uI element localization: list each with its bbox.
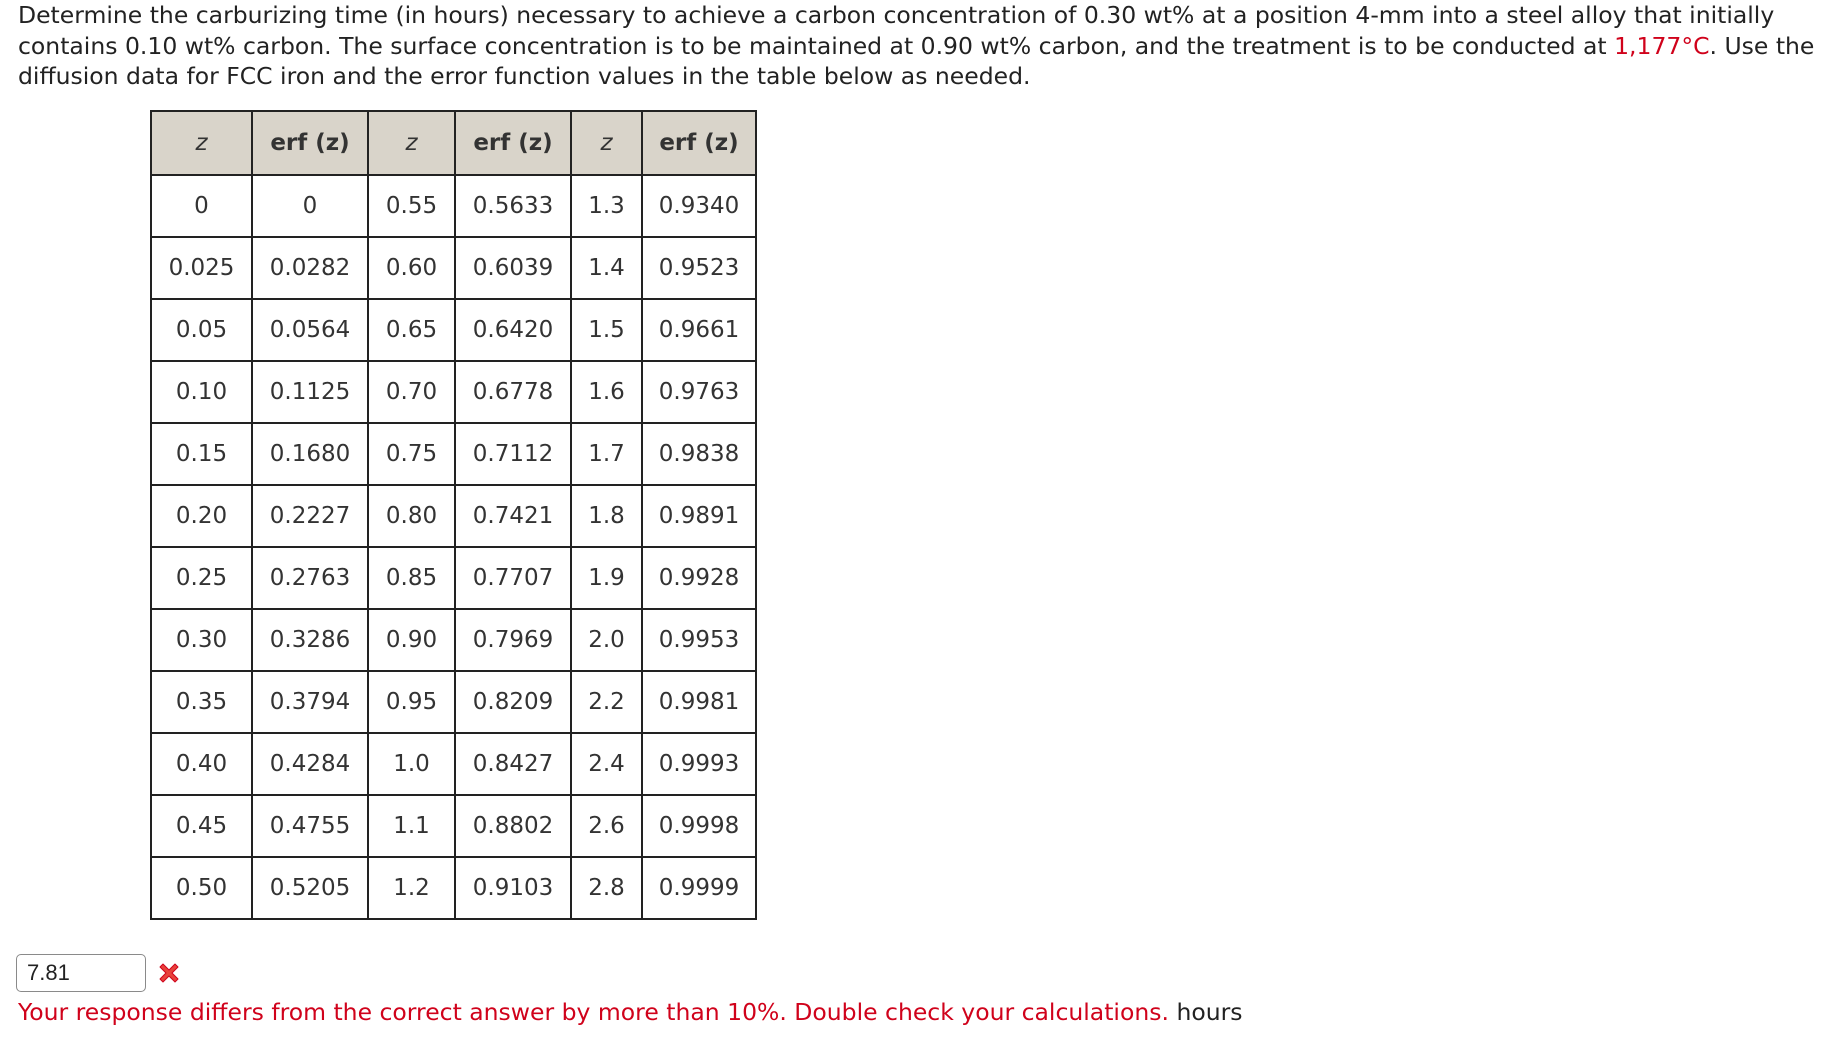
cell-erf: 0.9928 <box>642 547 756 609</box>
cell-z: 1.4 <box>571 237 642 299</box>
cell-erf: 0.9763 <box>642 361 756 423</box>
cell-erf: 0.2763 <box>252 547 368 609</box>
cell-z: 1.8 <box>571 485 642 547</box>
header-z-1: z <box>151 111 252 175</box>
cell-z: 0.80 <box>368 485 455 547</box>
table-row <box>151 237 756 299</box>
cell-erf: 0.9891 <box>642 485 756 547</box>
cell-erf: 0.8427 <box>455 733 571 795</box>
cell-erf: 0.4284 <box>252 733 368 795</box>
cell-erf: 0.6039 <box>455 237 571 299</box>
cell-erf: 0.9103 <box>455 857 571 919</box>
cell-erf: 0.6778 <box>455 361 571 423</box>
cell-z: 1.3 <box>571 175 642 237</box>
cell-erf: 0.7421 <box>455 485 571 547</box>
cell-erf: 0.9998 <box>642 795 756 857</box>
table-row <box>151 671 756 733</box>
cell-erf: 0.9340 <box>642 175 756 237</box>
cell-erf: 0.9999 <box>642 857 756 919</box>
cell-z: 0 <box>151 175 252 237</box>
cell-z: 2.2 <box>571 671 642 733</box>
table-row <box>151 795 756 857</box>
table-row <box>151 423 756 485</box>
cell-z: 0.85 <box>368 547 455 609</box>
cell-z: 0.65 <box>368 299 455 361</box>
cell-erf: 0.1125 <box>252 361 368 423</box>
cell-erf: 0.9838 <box>642 423 756 485</box>
cell-erf: 0.8209 <box>455 671 571 733</box>
cell-z: 0.75 <box>368 423 455 485</box>
cell-erf: 0.5205 <box>252 857 368 919</box>
table-row <box>151 361 756 423</box>
x-icon <box>154 958 184 988</box>
cell-erf: 0.2227 <box>252 485 368 547</box>
feedback-line <box>18 997 1243 1027</box>
cell-z: 1.2 <box>368 857 455 919</box>
cell-z: 1.1 <box>368 795 455 857</box>
cell-erf: 0 <box>252 175 368 237</box>
unit-label: hours <box>1176 998 1243 1026</box>
header-erf-1: erf (z) <box>252 111 368 175</box>
table-row <box>151 609 756 671</box>
cell-erf: 0.1680 <box>252 423 368 485</box>
error-function-table <box>150 110 757 920</box>
cell-erf: 0.7707 <box>455 547 571 609</box>
cell-z: 0.025 <box>151 237 252 299</box>
cell-erf: 0.7969 <box>455 609 571 671</box>
cell-z: 0.25 <box>151 547 252 609</box>
table-header-row <box>151 111 756 175</box>
cell-erf: 0.9993 <box>642 733 756 795</box>
cell-z: 0.95 <box>368 671 455 733</box>
cell-z: 0.50 <box>151 857 252 919</box>
table-row <box>151 485 756 547</box>
cell-z: 0.05 <box>151 299 252 361</box>
table-body <box>151 175 756 919</box>
cell-erf: 0.9981 <box>642 671 756 733</box>
cell-erf: 0.7112 <box>455 423 571 485</box>
cell-z: 0.70 <box>368 361 455 423</box>
cell-erf: 0.9661 <box>642 299 756 361</box>
cell-z: 1.0 <box>368 733 455 795</box>
cell-erf: 0.4755 <box>252 795 368 857</box>
table-row <box>151 299 756 361</box>
cell-erf: 0.6420 <box>455 299 571 361</box>
cell-z: 1.7 <box>571 423 642 485</box>
cell-erf: 0.0564 <box>252 299 368 361</box>
cell-z: 1.5 <box>571 299 642 361</box>
cell-z: 0.45 <box>151 795 252 857</box>
cell-erf: 0.9953 <box>642 609 756 671</box>
cell-erf: 0.8802 <box>455 795 571 857</box>
table-row <box>151 857 756 919</box>
cell-z: 0.10 <box>151 361 252 423</box>
temperature-value: 1,177°C <box>1614 31 1710 60</box>
cell-erf: 0.5633 <box>455 175 571 237</box>
header-erf-2: erf (z) <box>455 111 571 175</box>
feedback-message: Your response differs from the correct answer by more than 10%. Double check your calculations. <box>18 998 1169 1026</box>
cell-z: 0.40 <box>151 733 252 795</box>
cell-z: 0.60 <box>368 237 455 299</box>
table-row <box>151 733 756 795</box>
table-row <box>151 175 756 237</box>
cell-z: 0.35 <box>151 671 252 733</box>
answer-input[interactable] <box>16 954 146 992</box>
header-erf-3: erf (z) <box>642 111 756 175</box>
cell-z: 2.0 <box>571 609 642 671</box>
answer-row <box>16 953 184 993</box>
question-text-before: Determine the carburizing time (in hours) necessary to achieve a carbon concentration of 0.30 wt% at a position 4-mm into a steel alloy that initially contains 0.10 wt% carbon. The surface concentration is to be maintained at 0.90 wt% carbon, and the treatment is to be conducted at <box>18 1 1775 60</box>
cell-z: 2.4 <box>571 733 642 795</box>
cell-z: 0.30 <box>151 609 252 671</box>
header-z-2: z <box>368 111 455 175</box>
cell-z: 0.15 <box>151 423 252 485</box>
cell-z: 0.90 <box>368 609 455 671</box>
cell-erf: 0.0282 <box>252 237 368 299</box>
cell-z: 1.9 <box>571 547 642 609</box>
question-text <box>18 0 1818 92</box>
cell-z: 0.55 <box>368 175 455 237</box>
header-z-3: z <box>571 111 642 175</box>
cell-erf: 0.3794 <box>252 671 368 733</box>
question-text-after: . Use the diffusion data for FCC iron and the error function values in the table below as needed. <box>18 31 1815 90</box>
cell-z: 0.20 <box>151 485 252 547</box>
cell-erf: 0.3286 <box>252 609 368 671</box>
cell-z: 2.8 <box>571 857 642 919</box>
cell-erf: 0.9523 <box>642 237 756 299</box>
cell-z: 2.6 <box>571 795 642 857</box>
cell-z: 1.6 <box>571 361 642 423</box>
table-row <box>151 547 756 609</box>
